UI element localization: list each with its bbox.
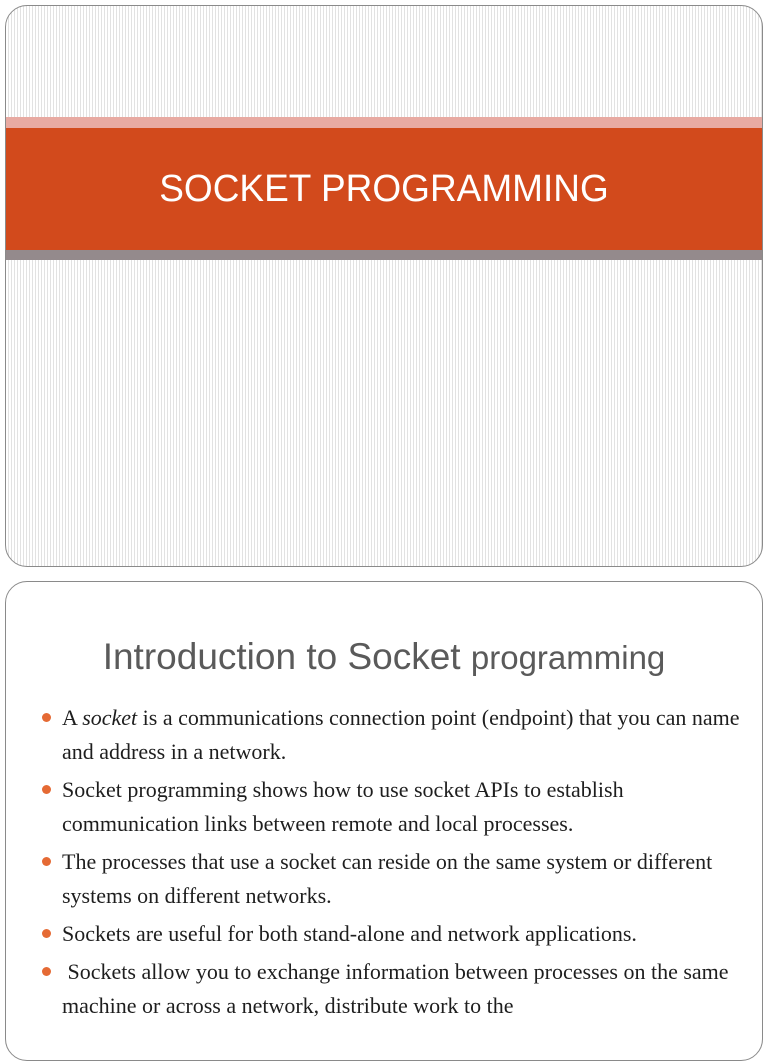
bullet-text-emphasis: socket — [82, 705, 138, 730]
title-accent-stripe-bottom — [6, 250, 762, 260]
slide-heading-tail: programming — [470, 639, 666, 676]
bullet-icon — [42, 713, 51, 722]
slide-heading-main: Introduction to Socket — [102, 636, 471, 677]
bullet-icon — [42, 857, 51, 866]
list-item — [6, 701, 763, 769]
slide-title: SOCKET PROGRAMMING — [159, 167, 609, 210]
bullet-text: Sockets allow you to exchange information between processes on the same machine or across a network, distribute work to the — [62, 959, 735, 1018]
bullet-icon — [42, 929, 51, 938]
bullet-text: Sockets are useful for both stand-alone and network applications. — [62, 921, 637, 946]
slide-heading — [6, 636, 762, 678]
bullet-text: The processes that use a socket can reside on the same system or different systems on different networks. — [62, 849, 713, 908]
list-item — [6, 955, 763, 1023]
title-accent-stripe-top — [6, 117, 762, 128]
title-band — [6, 128, 762, 250]
bullet-icon — [42, 785, 51, 794]
bullet-text: Socket programming shows how to use socket APIs to establish communication links between remote and local processes. — [62, 777, 624, 836]
bullet-list — [6, 701, 763, 1027]
list-item — [6, 917, 763, 951]
list-item — [6, 773, 763, 841]
list-item — [6, 845, 763, 913]
bullet-text-prefix: A — [62, 705, 83, 730]
title-slide — [5, 5, 763, 567]
content-slide — [5, 581, 763, 1061]
bullet-text-suffix: is a communications connection point (endpoint) that you can name and address in a network. — [62, 705, 740, 764]
bullet-icon — [42, 967, 51, 976]
